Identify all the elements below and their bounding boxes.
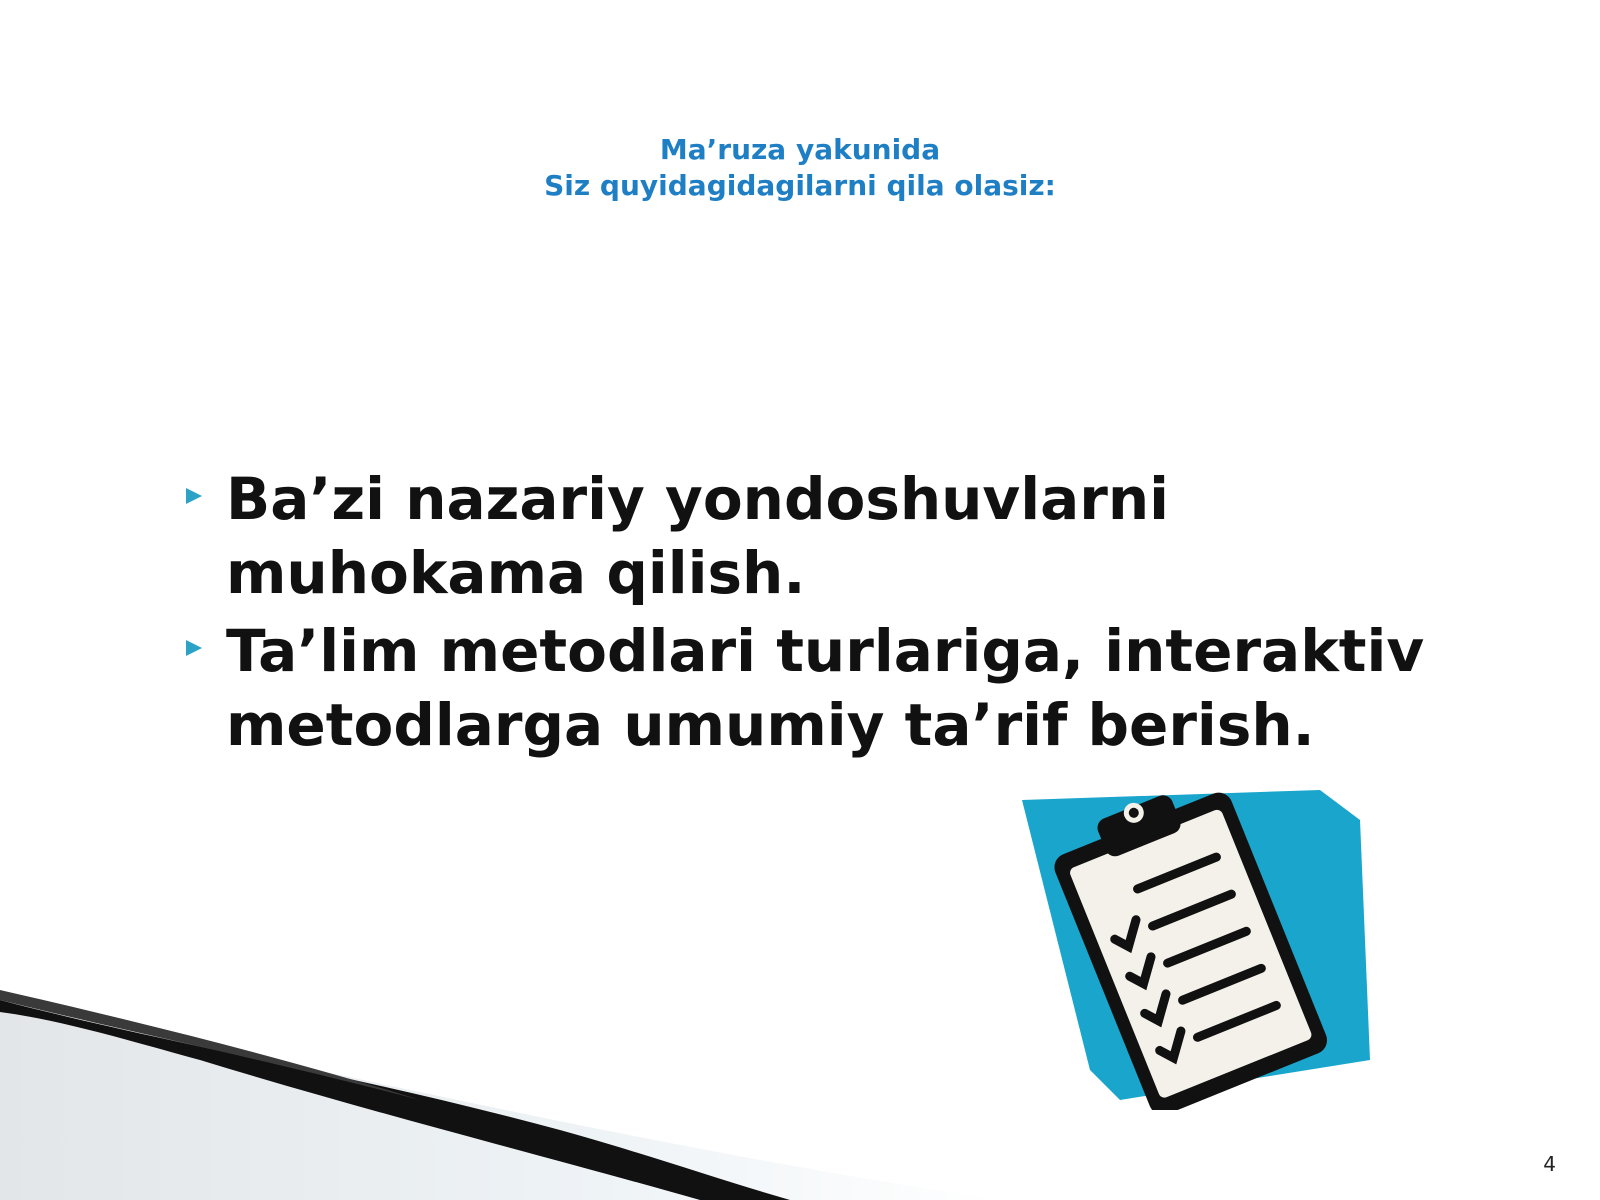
clipboard-checklist-icon <box>1000 770 1380 1110</box>
bullet-text: Ta’lim metodlari turlariga, interaktiv metodlarga umumiy ta’rif berish. <box>226 617 1425 759</box>
triangle-bullet-icon <box>186 488 202 504</box>
slide-title <box>0 132 1600 204</box>
triangle-bullet-icon <box>186 640 202 656</box>
list-item <box>180 614 1500 762</box>
bullet-text: Ba’zi nazariy yondoshuvlarni muhokama qilish. <box>226 465 1170 607</box>
title-line-2: Siz quyidagidagilarni qila olasiz: <box>544 169 1056 202</box>
bullet-list <box>180 462 1500 766</box>
list-item <box>180 462 1500 610</box>
title-line-1: Ma’ruza yakunida <box>659 133 941 166</box>
page-number: 4 <box>1543 1152 1556 1176</box>
